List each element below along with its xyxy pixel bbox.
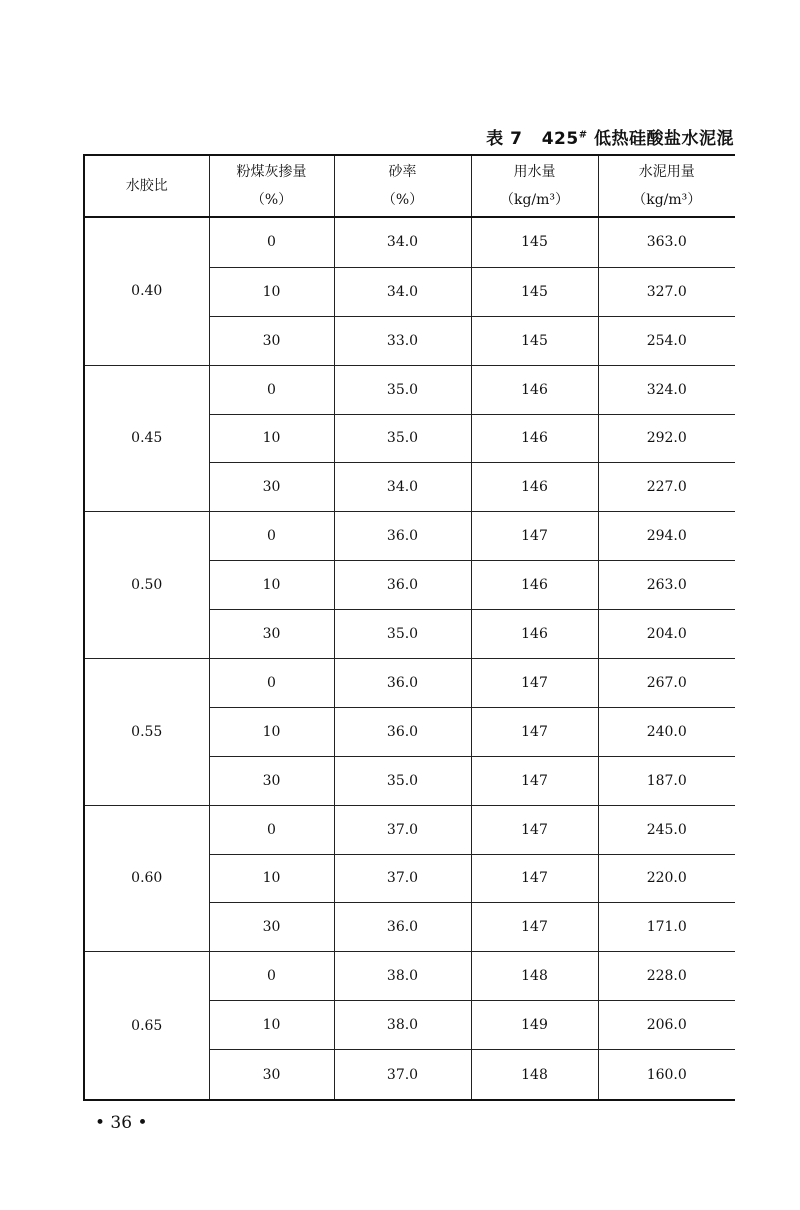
flyash-content-cell: 30 [209, 1050, 334, 1100]
cement-content-cell: 267.0 [598, 658, 735, 707]
cement-content-cell: 327.0 [598, 267, 735, 316]
water-content-cell: 147 [471, 854, 598, 903]
water-content-cell: 147 [471, 707, 598, 756]
cement-content-cell: 206.0 [598, 1001, 735, 1050]
cement-content-cell: 220.0 [598, 854, 735, 903]
water-content-cell: 145 [471, 217, 598, 267]
table-caption [420, 124, 734, 149]
sand-ratio-cell: 37.0 [334, 854, 471, 903]
table-row [84, 512, 735, 561]
header-ratio: 水胶比 [84, 155, 209, 217]
cement-content-cell: 204.0 [598, 610, 735, 659]
water-content-cell: 145 [471, 267, 598, 316]
sand-ratio-cell: 36.0 [334, 561, 471, 610]
cement-content-cell: 254.0 [598, 316, 735, 365]
cement-content-cell: 227.0 [598, 463, 735, 512]
flyash-content-cell: 30 [209, 756, 334, 805]
sand-ratio-cell: 38.0 [334, 952, 471, 1001]
header-row [84, 155, 735, 217]
flyash-content-cell: 10 [209, 414, 334, 463]
cement-content-cell: 228.0 [598, 952, 735, 1001]
header-water: 用水量 （kg/m³） [471, 155, 598, 217]
header-sand: 砂率 （%） [334, 155, 471, 217]
flyash-content-cell: 30 [209, 316, 334, 365]
cement-content-cell: 240.0 [598, 707, 735, 756]
water-content-cell: 148 [471, 952, 598, 1001]
page-number: • 36 • [95, 1113, 148, 1133]
flyash-content-cell: 0 [209, 805, 334, 854]
flyash-content-cell: 10 [209, 1001, 334, 1050]
sand-ratio-cell: 36.0 [334, 658, 471, 707]
caption-prefix: 表 7 [486, 129, 523, 149]
cement-content-cell: 160.0 [598, 1050, 735, 1100]
sand-ratio-cell: 35.0 [334, 610, 471, 659]
flyash-content-cell: 0 [209, 217, 334, 267]
table-row [84, 658, 735, 707]
flyash-content-cell: 10 [209, 707, 334, 756]
sand-ratio-cell: 38.0 [334, 1001, 471, 1050]
cement-content-cell: 171.0 [598, 903, 735, 952]
water-content-cell: 148 [471, 1050, 598, 1100]
header-cement: 水泥用量 （kg/m³） [598, 155, 735, 217]
water-binder-ratio-cell: 0.55 [84, 658, 209, 805]
cement-content-cell: 187.0 [598, 756, 735, 805]
sand-ratio-cell: 35.0 [334, 365, 471, 414]
cement-content-cell: 294.0 [598, 512, 735, 561]
water-content-cell: 146 [471, 610, 598, 659]
sand-ratio-cell: 37.0 [334, 1050, 471, 1100]
sand-ratio-cell: 35.0 [334, 414, 471, 463]
table-row [84, 365, 735, 414]
water-content-cell: 146 [471, 414, 598, 463]
water-content-cell: 146 [471, 463, 598, 512]
water-content-cell: 147 [471, 903, 598, 952]
table-row [84, 217, 735, 267]
caption-title: 低热硅酸盐水泥混 [594, 129, 734, 149]
cement-content-cell: 263.0 [598, 561, 735, 610]
cement-content-cell: 292.0 [598, 414, 735, 463]
cement-content-cell: 363.0 [598, 217, 735, 267]
water-binder-ratio-cell: 0.45 [84, 365, 209, 512]
water-binder-ratio-cell: 0.65 [84, 952, 209, 1100]
water-content-cell: 147 [471, 658, 598, 707]
water-binder-ratio-cell: 0.40 [84, 217, 209, 365]
cement-content-cell: 245.0 [598, 805, 735, 854]
water-content-cell: 146 [471, 561, 598, 610]
sand-ratio-cell: 34.0 [334, 463, 471, 512]
table-row [84, 952, 735, 1001]
flyash-content-cell: 0 [209, 952, 334, 1001]
table-row [84, 805, 735, 854]
water-binder-ratio-cell: 0.60 [84, 805, 209, 952]
sand-ratio-cell: 34.0 [334, 217, 471, 267]
sand-ratio-cell: 36.0 [334, 707, 471, 756]
cement-content-cell: 324.0 [598, 365, 735, 414]
water-content-cell: 147 [471, 805, 598, 854]
sand-ratio-cell: 33.0 [334, 316, 471, 365]
water-content-cell: 146 [471, 365, 598, 414]
sand-ratio-cell: 35.0 [334, 756, 471, 805]
flyash-content-cell: 30 [209, 610, 334, 659]
caption-grade: 425 [541, 129, 579, 149]
flyash-content-cell: 10 [209, 267, 334, 316]
sand-ratio-cell: 34.0 [334, 267, 471, 316]
water-content-cell: 147 [471, 756, 598, 805]
flyash-content-cell: 0 [209, 365, 334, 414]
table-body [84, 217, 735, 1100]
flyash-content-cell: 10 [209, 561, 334, 610]
sand-ratio-cell: 36.0 [334, 903, 471, 952]
water-binder-ratio-cell: 0.50 [84, 512, 209, 659]
caption-grade-mark: # [578, 129, 588, 141]
water-content-cell: 145 [471, 316, 598, 365]
water-content-cell: 149 [471, 1001, 598, 1050]
flyash-content-cell: 10 [209, 854, 334, 903]
flyash-content-cell: 0 [209, 658, 334, 707]
sand-ratio-cell: 36.0 [334, 512, 471, 561]
mix-proportion-table [83, 154, 735, 1101]
sand-ratio-cell: 37.0 [334, 805, 471, 854]
flyash-content-cell: 30 [209, 903, 334, 952]
flyash-content-cell: 30 [209, 463, 334, 512]
water-content-cell: 147 [471, 512, 598, 561]
header-flyash: 粉煤灰掺量 （%） [209, 155, 334, 217]
flyash-content-cell: 0 [209, 512, 334, 561]
